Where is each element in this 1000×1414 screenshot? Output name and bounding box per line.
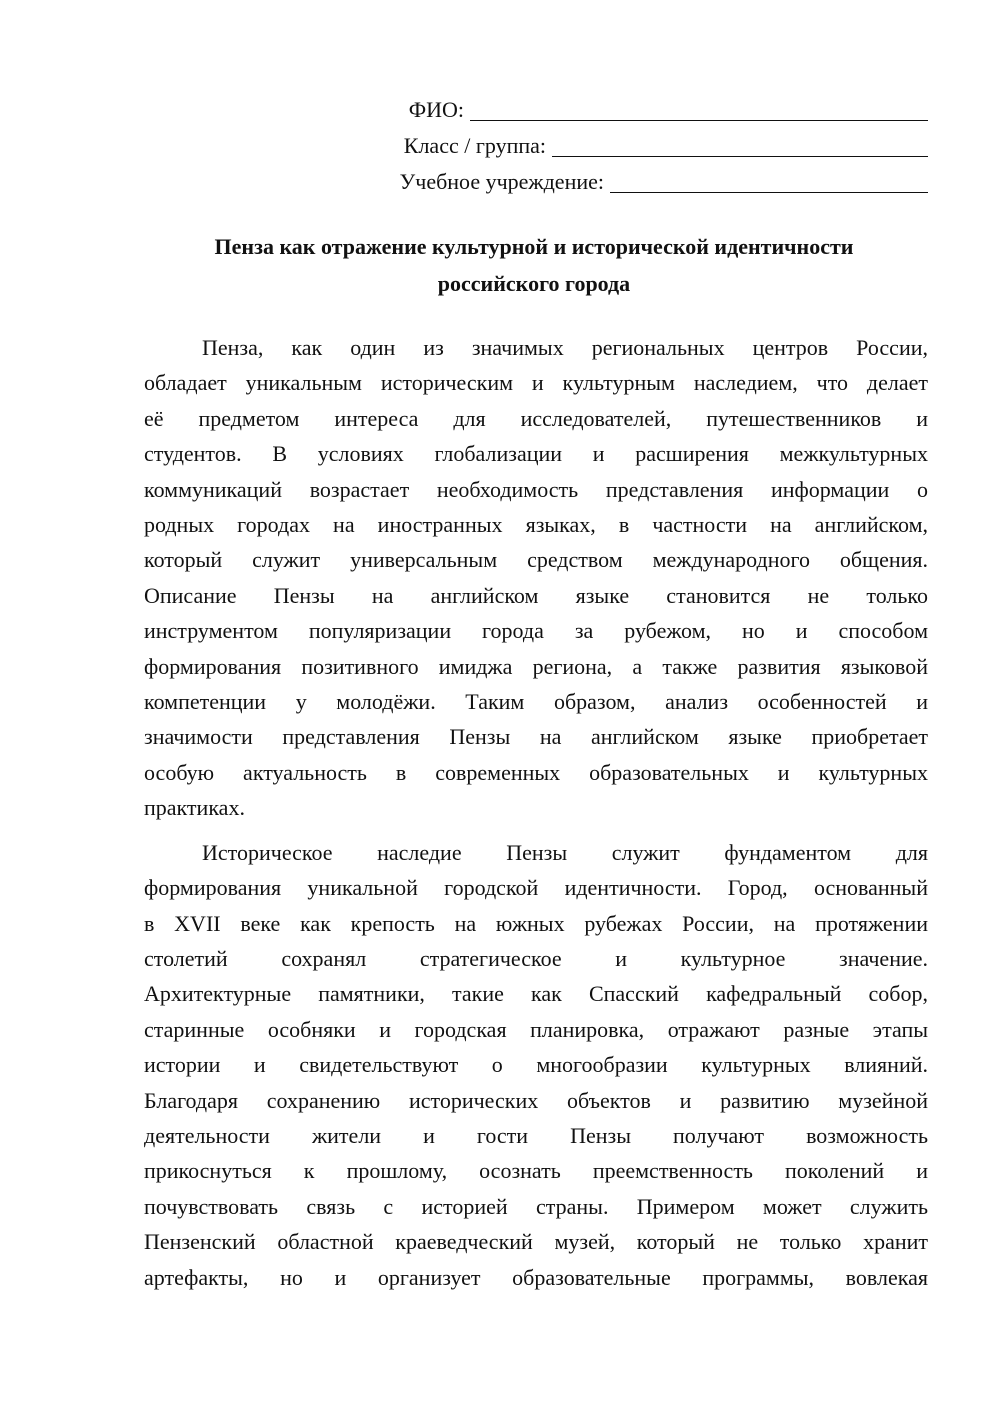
class-field-row: [140, 128, 928, 164]
student-info-fields: [140, 92, 928, 200]
document-body: [144, 330, 928, 1304]
text-line: старинные особняки и городская планировка, отражают разные этапы: [144, 1016, 928, 1042]
school-label: Учебное учреждение:: [399, 169, 604, 194]
school-field-row: [140, 164, 928, 200]
text-line: прикоснуться к прошлому, осознать преемственность поколений и: [144, 1158, 928, 1184]
text-line: истории и свидетельствуют о многообразии культурных влияний.: [144, 1052, 928, 1078]
document-title: [140, 228, 928, 302]
text-line: артефакты, но и организует образовательные программы, вовлекая: [144, 1264, 928, 1290]
text-line: деятельности жители и гости Пензы получают возможность: [144, 1122, 928, 1148]
text-line: инструментом популяризации города за рубежом, но и способом: [144, 618, 928, 644]
text-line: в XVII веке как крепость на южных рубежах России, на протяжении: [144, 910, 928, 936]
paragraph-1: [144, 330, 928, 826]
text-line: формирования позитивного имиджа региона, а также развития языковой: [144, 653, 928, 679]
class-blank-line[interactable]: [552, 132, 928, 157]
text-line: который служит универсальным средством международного общения.: [144, 547, 928, 573]
school-blank-line[interactable]: [610, 168, 928, 193]
text-line: Пензенский областной краеведческий музей, который не только хранит: [144, 1229, 928, 1255]
class-label: Класс / группа:: [403, 133, 546, 158]
paragraph-2: [144, 835, 928, 1295]
text-line: родных городах на иностранных языках, в частности на английском,: [144, 512, 928, 538]
text-line: Описание Пензы на английском языке становится не только: [144, 582, 928, 608]
text-line: почувствовать связь с историей страны. Примером может служить: [144, 1193, 928, 1219]
text-line: особую актуальность в современных образовательных и культурных: [144, 759, 928, 785]
text-line: значимости представления Пензы на английском языке приобретает: [144, 724, 928, 750]
text-line: Пенза, как один из значимых региональных центров России,: [202, 335, 928, 360]
text-line: столетий сохранял стратегическое и культурное значение.: [144, 945, 928, 971]
text-line: компетенции у молодёжи. Таким образом, анализ особенностей и: [144, 689, 928, 715]
title-line-1: Пенза как отражение культурной и исторической идентичности: [214, 234, 854, 259]
text-line: её предметом интереса для исследователей, путешественников и: [144, 405, 928, 431]
text-line: практиках.: [144, 795, 245, 821]
text-line: формирования уникальной городской идентичности. Город, основанный: [144, 875, 928, 901]
text-line: обладает уникальным историческим и культурным наследием, что делает: [144, 370, 928, 396]
text-line: коммуникаций возрастает необходимость представления информации о: [144, 476, 928, 502]
fio-blank-line[interactable]: [470, 96, 928, 121]
text-line: Архитектурные памятники, такие как Спасский кафедральный собор,: [144, 981, 928, 1007]
fio-field-row: [140, 92, 928, 128]
fio-label: ФИО:: [408, 97, 464, 122]
text-line: Историческое наследие Пензы служит фундаментом для: [202, 839, 928, 865]
text-line: Благодаря сохранению исторических объектов и развитию музейной: [144, 1087, 928, 1113]
title-line-2: российского города: [437, 271, 631, 296]
text-line: студентов. В условиях глобализации и расширения межкультурных: [144, 441, 928, 467]
